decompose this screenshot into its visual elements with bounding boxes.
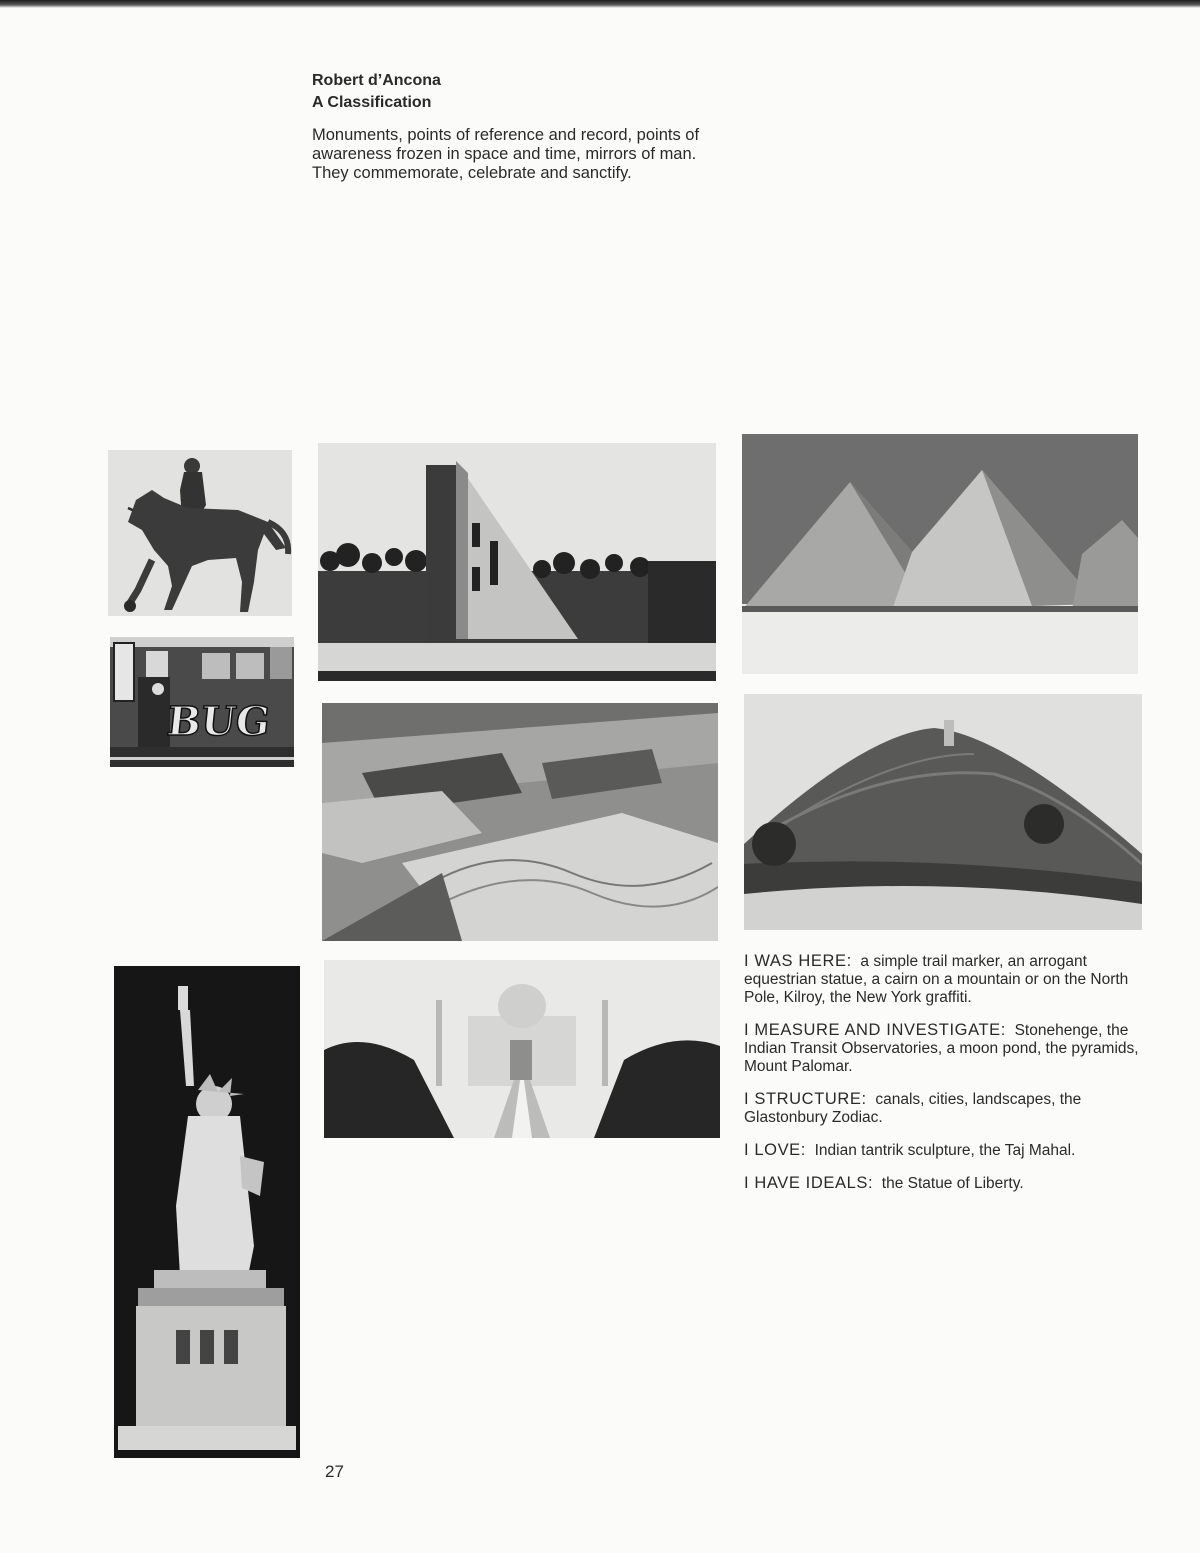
caption-text: a simple trail marker, an arrogant equestrian statue, a cairn on a mountain or on the North Pole, Kilroy, the New York graffiti. [744, 953, 1129, 1006]
top-rule [0, 0, 1200, 8]
intro-paragraph: Monuments, points of reference and record, points of awareness frozen in space and time, mirrors of man. They commemorate, celebrate and sanctify. [312, 126, 700, 182]
taj-mahal-photo [324, 960, 720, 1138]
equestrian-statue-photo [108, 450, 292, 616]
caption-text: the Statue of Liberty. [881, 1175, 1024, 1192]
caption-lead: I WAS HERE: [744, 952, 852, 970]
observatory-photo [318, 443, 716, 681]
caption-i-love [744, 1141, 1144, 1160]
caption-i-structure [744, 1090, 1144, 1127]
page-number: 27 [325, 1462, 344, 1481]
caption-text: Indian tantrik sculpture, the Taj Mahal. [814, 1142, 1076, 1159]
subway-graffiti-text: BUG [164, 698, 273, 745]
caption-lead: I HAVE IDEALS: [744, 1174, 874, 1192]
article-header [312, 70, 441, 114]
caption-i-was-here [744, 952, 1144, 1007]
aerial-fields-photo [322, 703, 718, 941]
caption-i-have-ideals [744, 1174, 1144, 1193]
caption-i-measure [744, 1021, 1144, 1076]
caption-lead: I LOVE: [744, 1141, 806, 1159]
glastonbury-tor-photo [744, 694, 1142, 930]
article-title: A Classification [312, 94, 432, 111]
caption-text: canals, cities, landscapes, the Glastonbury Zodiac. [744, 1091, 1082, 1126]
caption-lead: I MEASURE AND INVESTIGATE: [744, 1021, 1006, 1039]
author-name: Robert d’Ancona [312, 72, 441, 89]
statue-of-liberty-photo [114, 966, 300, 1458]
caption-list [744, 952, 1144, 1207]
subway-graffiti-photo [110, 637, 294, 767]
caption-text: Stonehenge, the Indian Transit Observatories, a moon pond, the pyramids, Mount Palomar. [744, 1022, 1139, 1075]
caption-lead: I STRUCTURE: [744, 1090, 867, 1108]
pyramids-photo [742, 434, 1138, 674]
